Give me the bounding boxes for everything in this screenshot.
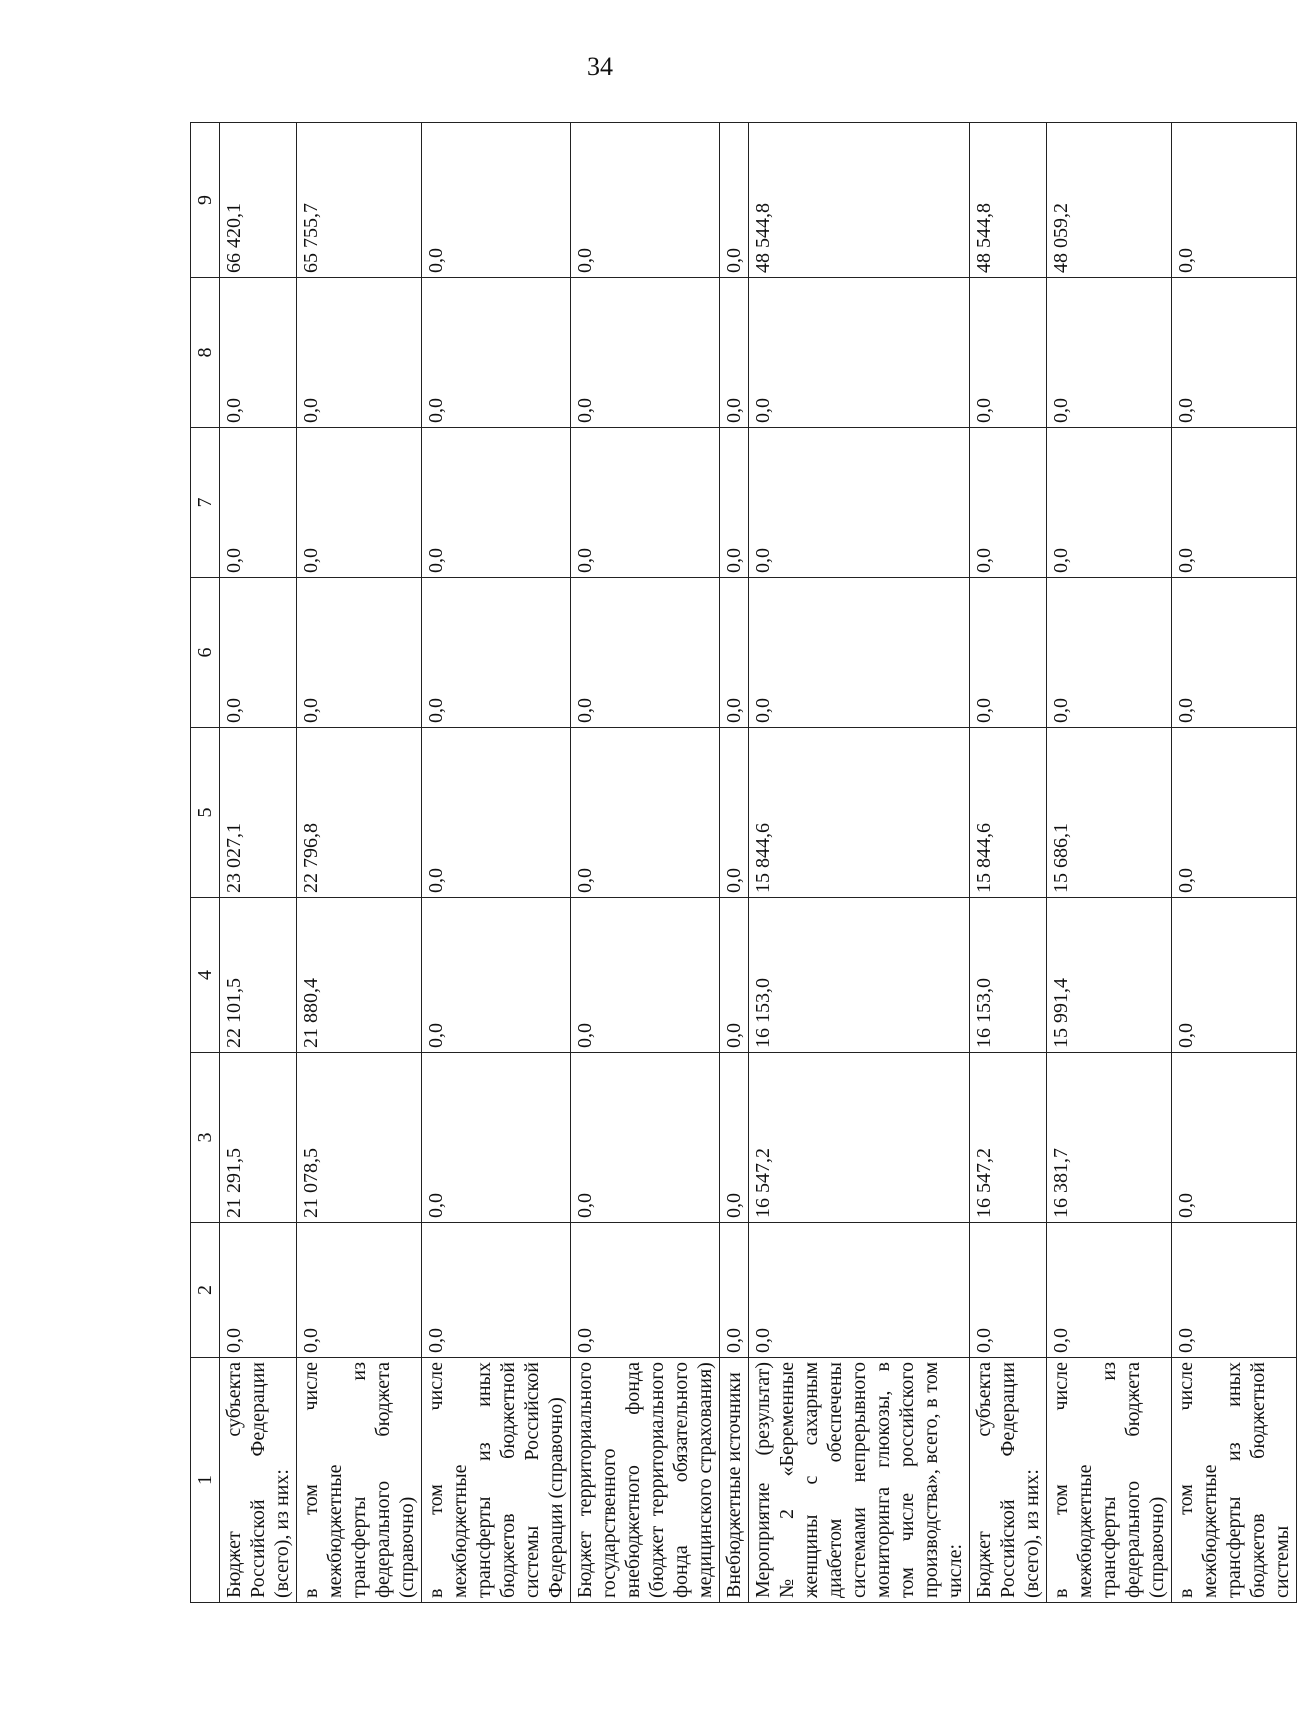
table-cell-value: 0,0 [720, 578, 749, 728]
column-header: 9 [191, 123, 220, 278]
table-cell-value: 0,0 [422, 728, 571, 898]
row-label: Внебюджетные источники [720, 1358, 749, 1603]
page-number: 34 [587, 52, 613, 81]
table-cell-value: 0,0 [720, 278, 749, 428]
table-cell-value: 65 755,7 [297, 123, 422, 278]
table-cell-value: 15 844,6 [970, 728, 1047, 898]
budget-table [190, 122, 1297, 1603]
table-cell-value: 0,0 [720, 1223, 749, 1358]
row-label: в том числе межбюджетные трансферты из иных бюджетов бюджетной системы Российской Федерации (справочно) [422, 1358, 571, 1603]
row-label: Бюджет субъекта Российской Федерации (всего), из них: [220, 1358, 297, 1603]
table-cell-value: 15 686,1 [1047, 728, 1172, 898]
table-cell-value: 0,0 [1047, 428, 1172, 578]
table-cell-value: 0,0 [749, 1223, 970, 1358]
table-cell-value: 23 027,1 [220, 728, 297, 898]
row-label: Мероприятие (результат) № 2 «Беременные женщины с сахарным диабетом обеспечены системами непрерывного мониторинга глюкозы, в том числе российского производства», всего, в том числе: [749, 1358, 970, 1603]
table-cell-value: 0,0 [970, 428, 1047, 578]
table-cell-value: 16 547,2 [970, 1053, 1047, 1223]
column-header: 4 [191, 898, 220, 1053]
header-row [191, 123, 220, 1603]
table-body [220, 123, 1297, 1603]
table-cell-value: 0,0 [970, 1223, 1047, 1358]
table-cell-value: 0,0 [297, 578, 422, 728]
table-row [720, 123, 749, 1603]
row-label: Бюджет территориального государственного внебюджетного фонда (бюджет территориального фонда обязательного медицинского страхования) [571, 1358, 720, 1603]
table-cell-value: 0,0 [220, 578, 297, 728]
table-cell-value: 0,0 [297, 1223, 422, 1358]
table-cell-value: 0,0 [749, 428, 970, 578]
row-label: в том числе межбюджетные трансферты из иных бюджетов бюджетной системы [1172, 1358, 1297, 1603]
table-cell-value: 0,0 [422, 578, 571, 728]
table-cell-value: 15 991,4 [1047, 898, 1172, 1053]
table-cell-value: 0,0 [720, 898, 749, 1053]
table-cell-value: 0,0 [220, 278, 297, 428]
table-cell-value: 0,0 [720, 1053, 749, 1223]
table-cell-value: 0,0 [220, 428, 297, 578]
table-cell-value: 0,0 [1172, 728, 1297, 898]
table-row [970, 123, 1047, 1603]
table-cell-value: 0,0 [571, 1223, 720, 1358]
table-cell-value: 0,0 [749, 278, 970, 428]
table-cell-value: 66 420,1 [220, 123, 297, 278]
table-cell-value: 0,0 [1172, 1053, 1297, 1223]
table-cell-value: 16 153,0 [749, 898, 970, 1053]
table-cell-value: 0,0 [1172, 428, 1297, 578]
table-cell-value: 0,0 [571, 278, 720, 428]
table-cell-value: 0,0 [1047, 1223, 1172, 1358]
table-cell-value: 21 880,4 [297, 898, 422, 1053]
table-row [749, 123, 970, 1603]
table-row [1172, 123, 1297, 1603]
table-cell-value: 0,0 [297, 428, 422, 578]
table-row [422, 123, 571, 1603]
table-cell-value: 0,0 [571, 728, 720, 898]
table-cell-value: 0,0 [720, 428, 749, 578]
table-cell-value: 0,0 [571, 1053, 720, 1223]
table-cell-value: 0,0 [422, 1223, 571, 1358]
table-cell-value: 0,0 [1047, 578, 1172, 728]
table-row [297, 123, 422, 1603]
table-cell-value: 16 153,0 [970, 898, 1047, 1053]
column-header: 5 [191, 728, 220, 898]
table-cell-value: 0,0 [571, 578, 720, 728]
table-cell-value: 0,0 [571, 898, 720, 1053]
table-row [220, 123, 297, 1603]
table-cell-value: 0,0 [297, 278, 422, 428]
table-cell-value: 0,0 [1172, 278, 1297, 428]
table-cell-value: 48 059,2 [1047, 123, 1172, 278]
table-cell-value: 0,0 [749, 578, 970, 728]
row-label: Бюджет субъекта Российской Федерации (всего), из них: [970, 1358, 1047, 1603]
table-cell-value: 0,0 [422, 123, 571, 278]
column-header: 2 [191, 1223, 220, 1358]
table-cell-value: 0,0 [970, 278, 1047, 428]
table-cell-value: 0,0 [970, 578, 1047, 728]
column-header: 3 [191, 1053, 220, 1223]
table-cell-value: 0,0 [720, 123, 749, 278]
table-cell-value: 0,0 [422, 278, 571, 428]
table-cell-value: 0,0 [571, 428, 720, 578]
table-cell-value: 0,0 [1172, 1223, 1297, 1358]
column-header: 7 [191, 428, 220, 578]
table-cell-value: 0,0 [220, 1223, 297, 1358]
table-cell-value: 0,0 [1172, 578, 1297, 728]
column-header: 6 [191, 578, 220, 728]
table-row [1047, 123, 1172, 1603]
table-cell-value: 0,0 [422, 428, 571, 578]
table-cell-value: 21 291,5 [220, 1053, 297, 1223]
table-row [571, 123, 720, 1603]
table-cell-value: 48 544,8 [749, 123, 970, 278]
table-cell-value: 15 844,6 [749, 728, 970, 898]
table-cell-value: 0,0 [1047, 278, 1172, 428]
row-label: в том числе межбюджетные трансферты из федерального бюджета (справочно) [297, 1358, 422, 1603]
table-cell-value: 0,0 [571, 123, 720, 278]
table-cell-value: 22 101,5 [220, 898, 297, 1053]
table-cell-value: 0,0 [1172, 123, 1297, 278]
row-label: в том числе межбюджетные трансферты из федерального бюджета (справочно) [1047, 1358, 1172, 1603]
budget-table-rotated [190, 123, 1293, 1603]
table-cell-value: 22 796,8 [297, 728, 422, 898]
table-cell-value: 0,0 [422, 1053, 571, 1223]
table-cell-value: 16 381,7 [1047, 1053, 1172, 1223]
table-cell-value: 48 544,8 [970, 123, 1047, 278]
column-header: 1 [191, 1358, 220, 1603]
table-cell-value: 16 547,2 [749, 1053, 970, 1223]
table-cell-value: 0,0 [720, 728, 749, 898]
table-cell-value: 0,0 [422, 898, 571, 1053]
table-cell-value: 0,0 [1172, 898, 1297, 1053]
table-cell-value: 21 078,5 [297, 1053, 422, 1223]
column-header: 8 [191, 278, 220, 428]
